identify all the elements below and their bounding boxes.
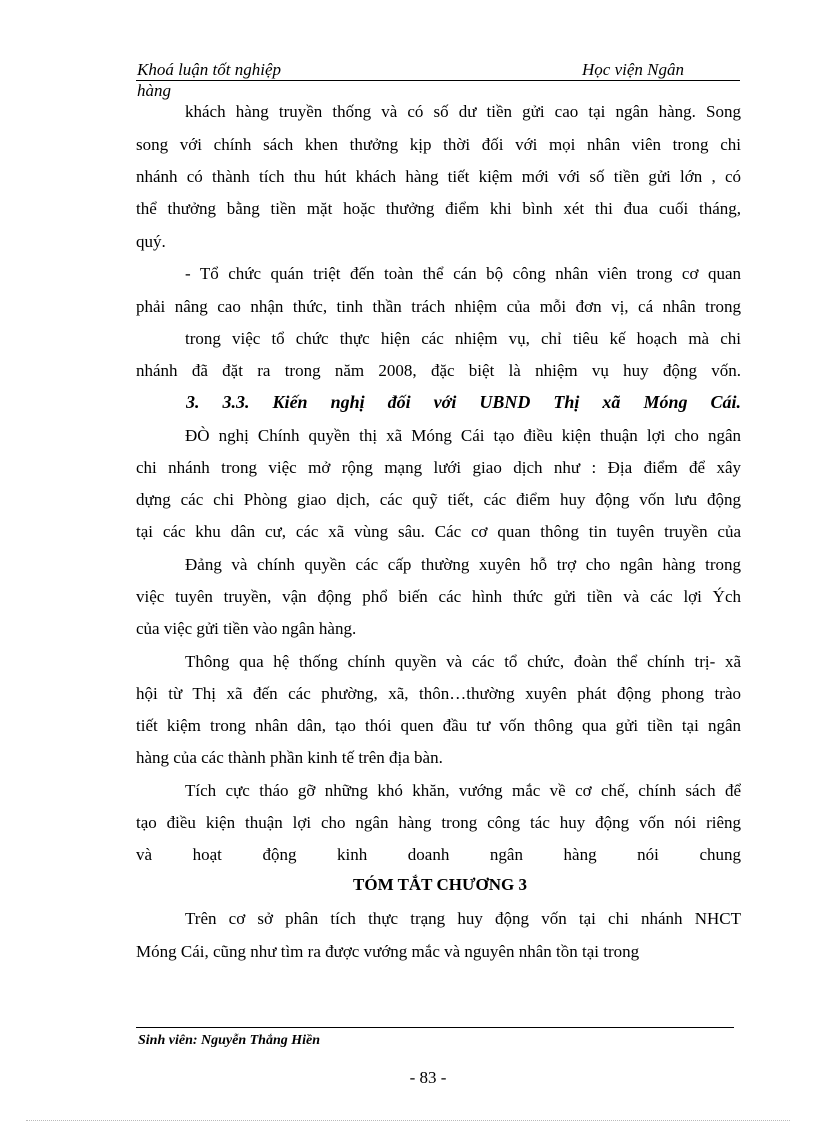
body-line: Thông qua hệ thống chính quyền và các tổ chức, đoàn thể chính trị- xã: [185, 652, 741, 671]
body-line: của việc gửi tiền vào ngân hàng.: [136, 619, 357, 638]
body-line: nhánh có thành tích thu hút khách hàng tiết kiệm mới với số tiền gửi lớn , có: [136, 167, 741, 186]
body-line: phải nâng cao nhận thức, tinh thần trách nhiệm của mỗi đơn vị, cá nhân trong: [136, 297, 741, 316]
body-line: nhánh đã đặt ra trong năm 2008, đặc biệt là nhiệm vụ huy động vốn.: [136, 361, 741, 380]
footer-student-name: Sinh viên: Nguyễn Thắng Hiền: [138, 1033, 321, 1048]
body-line: Móng Cái, cũng như tìm ra được vướng mắc và nguyên nhân tồn tại trong: [136, 942, 640, 961]
body-line: chi nhánh trong việc mở rộng mạng lưới giao dịch như : Địa điểm để xây: [136, 458, 741, 477]
body-line: trong việc tổ chức thực hiện các nhiệm vụ, chỉ tiêu kế hoạch mà chi: [185, 329, 741, 348]
body-line: tiết kiệm trong nhân dân, tạo thói quen đầu tư vốn thông qua gửi tiền tại ngân: [136, 716, 741, 735]
body-line: ĐÒ nghị Chính quyền thị xã Móng Cái tạo điều kiện thuận lợi cho ngân: [185, 426, 741, 445]
body-line: Đảng và chính quyền các cấp thường xuyên hỗ trợ cho ngân hàng trong: [185, 555, 741, 574]
body-line: Trên cơ sở phân tích thực trạng huy động vốn tại chi nhánh NHCT: [185, 909, 741, 928]
page-bottom-edge: [26, 1120, 790, 1121]
header-left-text: Khoá luận tốt nghiệp: [137, 60, 282, 79]
body-line: hàng của các thành phần kinh tế trên địa bàn.: [136, 748, 443, 767]
body-line: tại các khu dân cư, các xã vùng sâu. Các cơ quan thông tin tuyên truyền của: [136, 522, 741, 541]
body-line: - Tổ chức quán triệt đến toàn thể cán bộ công nhân viên trong cơ quan: [185, 264, 741, 283]
body-line: khách hàng truyền thống và có số dư tiền gửi cao tại ngân hàng. Song: [185, 102, 741, 121]
page-number: - 83 -: [409, 1068, 447, 1087]
body-line: việc tuyên truyền, vận động phổ biến các hình thức gửi tiền và các lợi Ých: [136, 587, 741, 606]
body-line: dựng các chi Phòng giao dịch, các quỹ tiết, các điểm huy động vốn lưu động: [136, 490, 741, 509]
section-heading: 3. 3.3. Kiến nghị đối với UBND Thị xã Móng Cái.: [186, 392, 741, 412]
body-line: và hoạt động kinh doanh ngân hàng nói chung: [136, 845, 741, 864]
header-wrap-text: hàng: [137, 81, 171, 100]
chapter-summary-heading: TÓM TẮT CHƯƠNG 3: [353, 875, 527, 894]
footer-rule: [136, 1027, 734, 1028]
body-line: thể thưởng bằng tiền mặt hoặc thưởng điểm khi bình xét thi đua cuối tháng,: [136, 199, 741, 218]
body-line: tạo điều kiện thuận lợi cho ngân hàng trong công tác huy động vốn nói riêng: [136, 813, 741, 832]
header-right-text: Học viện Ngân: [582, 60, 684, 79]
body-line: hội từ Thị xã đến các phường, xã, thôn…thường xuyên phát động phong trào: [136, 684, 741, 703]
header-rule: [136, 80, 740, 81]
body-line: Tích cực tháo gỡ những khó khăn, vướng mắc về cơ chế, chính sách để: [185, 781, 741, 800]
body-line: song với chính sách khen thưởng kịp thời đối với mọi nhân viên trong chi: [136, 135, 741, 154]
body-line: quý.: [136, 232, 166, 251]
